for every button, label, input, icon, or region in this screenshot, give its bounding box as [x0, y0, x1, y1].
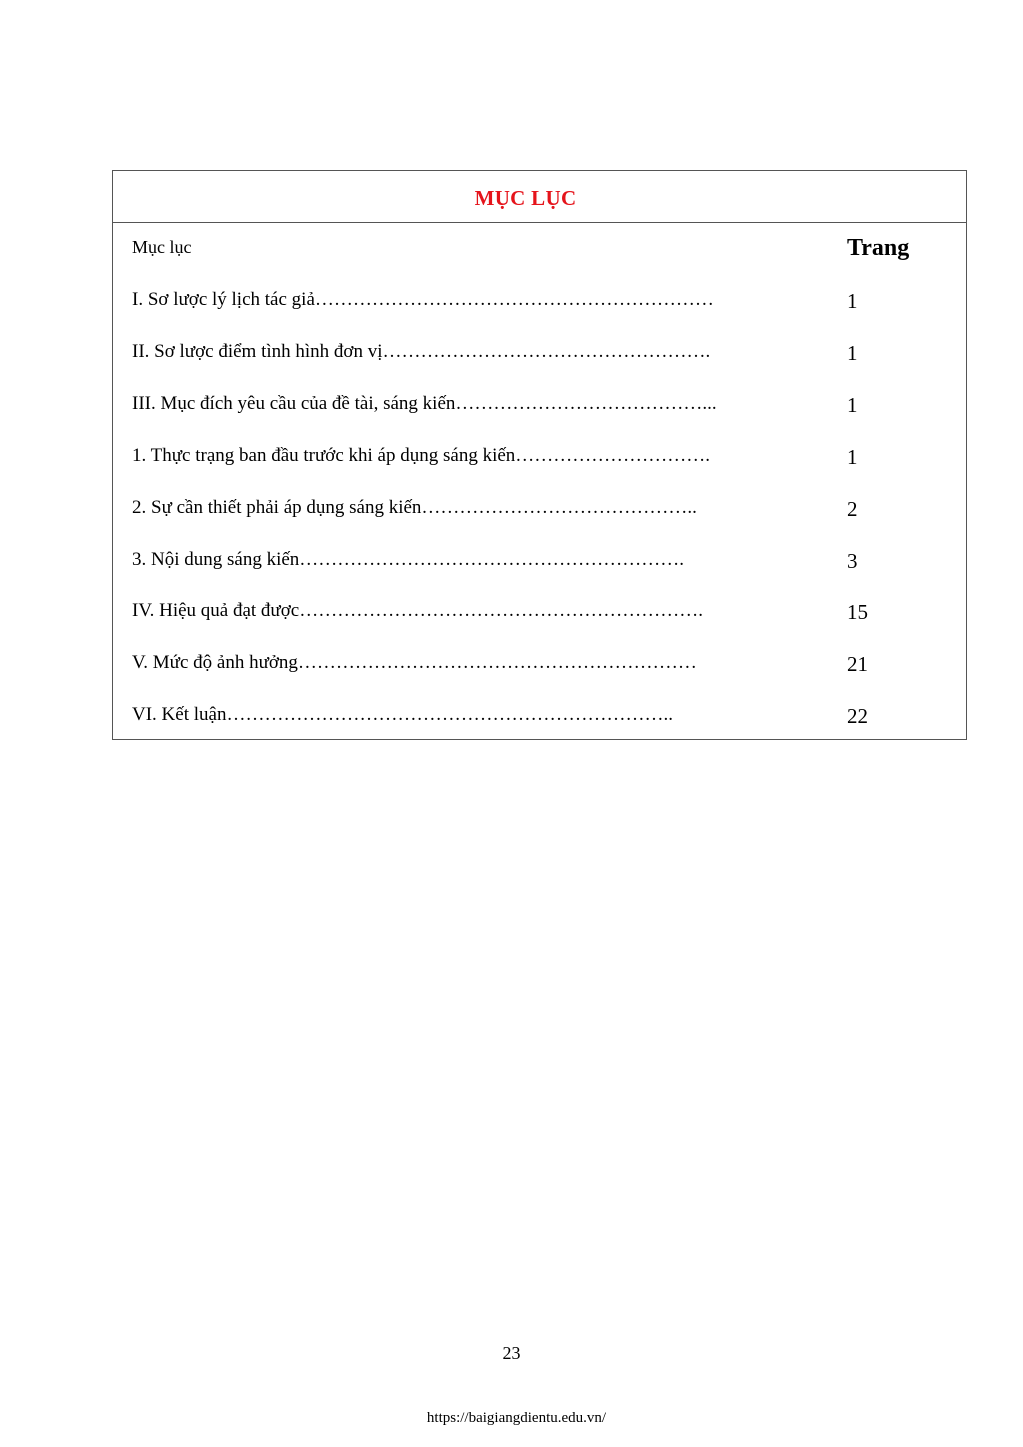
toc-entry-page: 1: [847, 445, 858, 469]
toc-entry: [113, 600, 966, 630]
toc-entry: [113, 497, 966, 527]
toc-entry: [113, 445, 966, 475]
toc-entry-page: 15: [847, 600, 868, 624]
toc-header-row: [113, 235, 966, 265]
toc-entry-page: 21: [847, 652, 868, 676]
toc-entry-page: 1: [847, 289, 858, 313]
toc-entry-text: II. Sơ lược điểm tình hình đơn vị…………………………………………….: [132, 341, 711, 362]
toc-entry-page: 1: [847, 393, 858, 417]
toc-entry: [113, 341, 966, 371]
toc-title: MỤC LỤC: [474, 186, 577, 210]
toc-entry: [113, 289, 966, 319]
toc-entry-text: 2. Sự cần thiết phải áp dụng sáng kiến……………………………………..: [132, 497, 697, 518]
toc-entry-text: VI. Kết luận……………………………………………………………..: [132, 704, 673, 725]
toc-entry: [113, 393, 966, 423]
toc-entry-page: 1: [847, 341, 858, 365]
toc-entry-text: V. Mức độ ảnh hưởng………………………………………………………: [132, 652, 697, 673]
toc-header-page: Trang: [847, 235, 910, 261]
page-number: 23: [502, 1343, 521, 1363]
toc-entry-text: 3. Nội dung sáng kiến…………………………………………………….: [132, 549, 685, 570]
toc-entry-text: IV. Hiệu quả đạt được……………………………………………………….: [132, 600, 703, 621]
table-of-contents: [112, 170, 967, 740]
toc-entry: [113, 652, 966, 682]
toc-entry-text: 1. Thực trạng ban đầu trước khi áp dụng sáng kiến………………………….: [132, 445, 711, 466]
toc-entry-page: 22: [847, 704, 868, 728]
toc-title-row: [113, 171, 966, 223]
toc-header-label: Mục lục: [132, 237, 192, 257]
toc-entry-page: 3: [847, 549, 858, 573]
toc-entry: [113, 549, 966, 579]
toc-entry-text: III. Mục đích yêu cầu của đề tài, sáng kiến…………………………………...: [132, 393, 717, 414]
toc-entry-page: 2: [847, 497, 858, 521]
toc-entry-text: I. Sơ lược lý lịch tác giả………………………………………………………: [132, 289, 714, 310]
toc-entry: [113, 704, 966, 734]
source-url: https://baigiangdientu.edu.vn/: [426, 1410, 607, 1426]
